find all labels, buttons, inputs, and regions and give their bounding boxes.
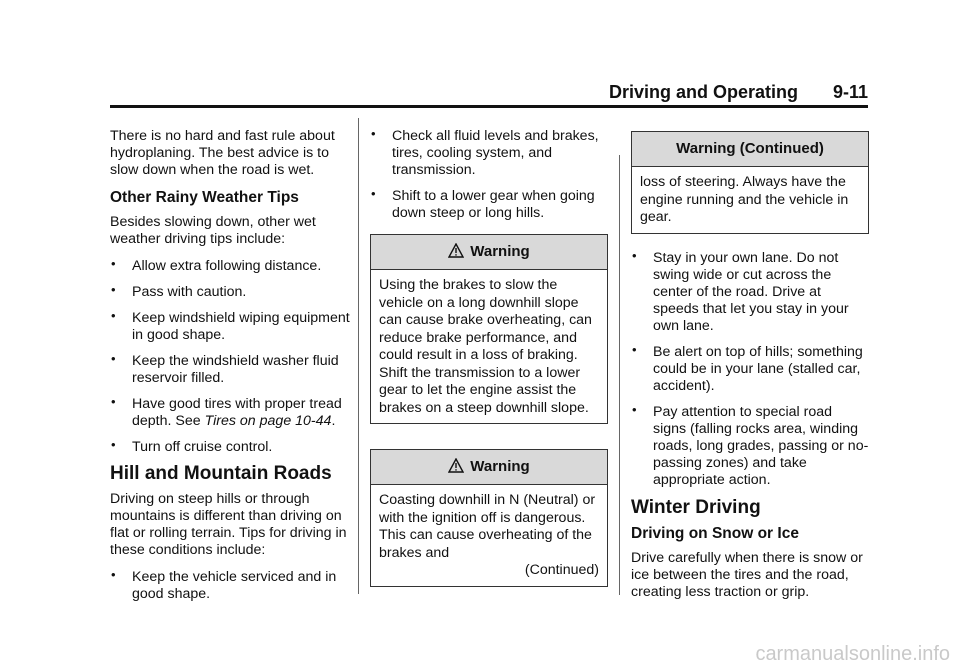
list-item: • Check all fluid levels and brakes, tires, cooling system, and transmission. bbox=[371, 126, 599, 178]
section-title: Driving and Operating bbox=[608, 82, 798, 102]
column-divider-1 bbox=[358, 118, 359, 594]
hill-heading: Hill and Mountain Roads bbox=[110, 463, 332, 484]
bullet-icon: • bbox=[111, 351, 116, 366]
tires-page-link[interactable]: Tires on page 10-44 bbox=[204, 413, 332, 429]
warning-icon bbox=[448, 243, 464, 259]
warning-body: Using the brakes to slow the vehicle on a long downhill slope can cause brake overheating, can reduce brake performance, and could result in a loss of braking. Shift the transmission to a lower gear to let the engine assist the brakes on a steep downhill slope. bbox=[379, 277, 592, 416]
warning-body: loss of steering. Always have the engine running and the vehicle in gear. bbox=[640, 174, 849, 225]
warning-box-brakes bbox=[370, 234, 608, 424]
list-item: • Have good tires with proper tread depth. See Tires on page 10-44. bbox=[111, 394, 342, 429]
warning-title: Warning bbox=[470, 243, 530, 260]
bullet-icon: • bbox=[632, 401, 637, 417]
rainy-tips-intro: Besides slowing down, other wet weather driving tips include: bbox=[110, 214, 316, 247]
page-header bbox=[110, 82, 868, 104]
warning-box-coasting bbox=[370, 449, 608, 587]
bullet-icon: • bbox=[111, 282, 116, 297]
page-number: 9-11 bbox=[832, 82, 868, 102]
list-item: • Be alert on top of hills; something could be in your lane (stalled car, accident). bbox=[632, 341, 863, 394]
rainy-tips-heading: Other Rainy Weather Tips bbox=[110, 189, 299, 206]
snow-intro: Drive carefully when there is snow or ice between the tires and the road, creating less traction or grip. bbox=[631, 549, 863, 600]
column-divider-2 bbox=[619, 155, 620, 595]
snow-heading: Driving on Snow or Ice bbox=[631, 524, 799, 542]
warning-icon bbox=[448, 458, 464, 474]
list-item: • Shift to a lower gear when going down steep or long hills. bbox=[371, 186, 595, 221]
column-1 bbox=[110, 128, 350, 612]
bullet-icon: • bbox=[111, 394, 116, 409]
bullet-icon: • bbox=[111, 437, 116, 452]
bullet-icon: • bbox=[111, 256, 116, 271]
bullet-icon: • bbox=[111, 567, 116, 582]
bullet-icon: • bbox=[632, 341, 637, 357]
warning-box-continued bbox=[631, 131, 869, 234]
warning-header bbox=[371, 450, 607, 485]
winter-heading: Winter Driving bbox=[631, 496, 761, 518]
bullet-icon: • bbox=[632, 247, 637, 263]
warning-header bbox=[371, 235, 607, 270]
list-item: • Pay attention to special road signs (falling rocks area, winding roads, long grades, passing or no-passing zones) and take appropriate action. bbox=[632, 401, 869, 488]
warning-header: Warning (Continued) bbox=[632, 132, 868, 167]
column-3 bbox=[631, 131, 869, 611]
watermark: carmanualsonline.info bbox=[755, 643, 950, 665]
column-2 bbox=[370, 128, 608, 587]
list-item: • Keep windshield wiping equipment in good shape. bbox=[111, 308, 350, 343]
hill-intro: Driving on steep hills or through mountains is different than driving on flat or rolling terrain. Tips for driving in these conditions include: bbox=[110, 491, 347, 558]
bullet-icon: • bbox=[111, 308, 116, 323]
bullet-icon: • bbox=[371, 186, 376, 201]
hydroplaning-text: There is no hard and fast rule about hydroplaning. The best advice is to slow down when the road is wet. bbox=[110, 128, 335, 178]
warning-title: Warning bbox=[470, 458, 530, 475]
list-item: • Pass with caution. bbox=[111, 282, 247, 300]
warning-body: Coasting downhill in N (Neutral) or with the ignition off is dangerous. This can cause overheating of the brakes and bbox=[379, 492, 596, 561]
list-item: • Allow extra following distance. bbox=[111, 256, 322, 274]
bullet-icon: • bbox=[371, 126, 376, 141]
list-item: • Turn off cruise control. bbox=[111, 437, 273, 455]
header-rule bbox=[110, 105, 868, 108]
list-item: • Keep the windshield washer fluid reservoir filled. bbox=[111, 351, 339, 386]
list-item: • Keep the vehicle serviced and in good shape. bbox=[111, 567, 337, 602]
list-item: • Stay in your own lane. Do not swing wide or cut across the center of the road. Drive at speeds that let you stay in your own lane. bbox=[632, 247, 849, 334]
continued-label: (Continued) bbox=[524, 562, 599, 578]
